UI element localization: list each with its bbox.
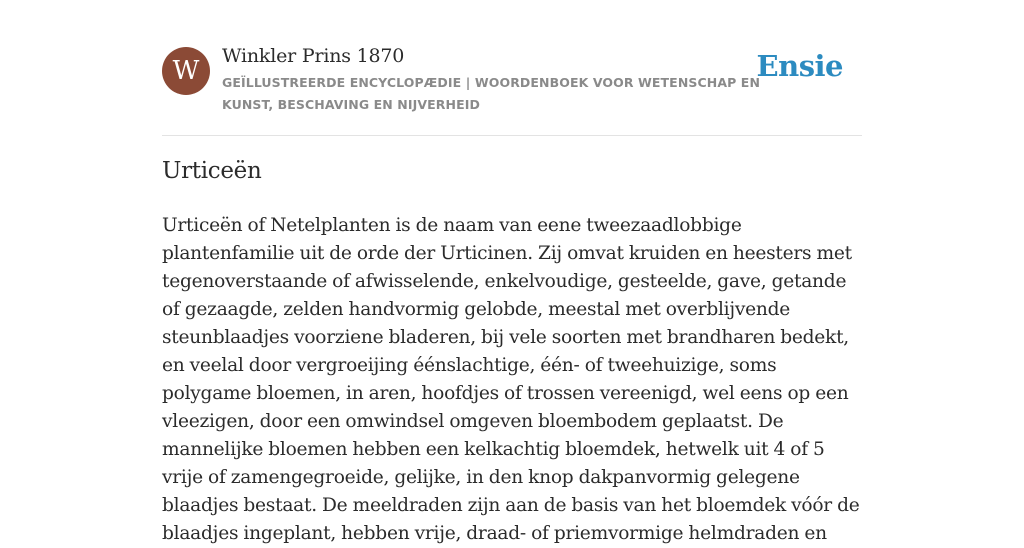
- source-header: [162, 0, 862, 136]
- source-title[interactable]: Winkler Prins 1870: [222, 45, 405, 67]
- ensie-logo[interactable]: Ensie: [756, 49, 843, 83]
- source-avatar[interactable]: W: [162, 47, 210, 95]
- page-container: [162, 0, 862, 544]
- article-body: Urticeën of Netelplanten is de naam van eene tweezaadlobbige plantenfamilie uit de orde der Urticinen. Zij omvat kruiden en heesters met tegenoverstaande of afwisselende, enkelvoudige, gesteelde, gave, getande of gezaagde, zelden handvormig gelobde, meestal met overblijvende steunblaadjes voorziene bladeren, bij vele soorten met brandharen bedekt, en veelal door vergroeijing éénslachtige, één- of tweehuizige, soms polygame bloemen, in aren, hoofdjes of trossen vereenigd, wel eens op een vleezigen, door een omwindsel omgeven bloembodem geplaatst. De mannelijke bloemen hebben een kelkachtig bloemdek, hetwelk uit 4 of 5 vrije of zamengegroeide, gelijke, in den knop dakpanvormig gelegene blaadjes bestaat. De meeldraden zijn aan de basis van het bloemdek vóór de blaadjes ingeplant, hebben vrije, draad- of priemvormige helmdraden en: [162, 215, 860, 544]
- article-title: Urticeën: [162, 158, 262, 184]
- source-subtitle: GEÏLLUSTREERDE ENCYCLOPÆDIE | WOORDENBOEK VOOR WETENSCHAP EN KUNST, BESCHAVING EN NIJVERHEID: [222, 75, 761, 112]
